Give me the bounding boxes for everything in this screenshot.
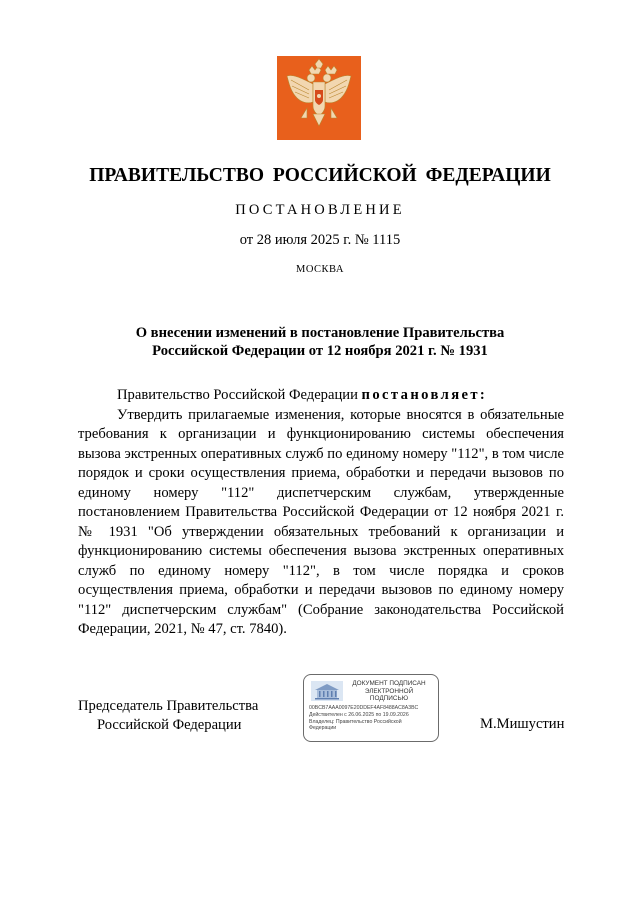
stamp-serial: 00BCB7AAA0097E20DDEF4AF8488AC8A3BC bbox=[309, 705, 419, 711]
stamp-owner-line-2: Федерации bbox=[309, 725, 337, 731]
document-subject bbox=[100, 324, 540, 360]
stamp-heading-line-1: ДОКУМЕНТ ПОДПИСАН bbox=[352, 680, 426, 687]
document-body bbox=[78, 386, 564, 640]
subject-line-2: Российской Федерации от 12 ноября 2021 г. № 1931 bbox=[152, 343, 488, 359]
signer-name: М.Мишустин bbox=[480, 716, 565, 732]
intro-text: Правительство Российской Федерации bbox=[117, 387, 362, 403]
signer-position-line-1: Председатель Правительства bbox=[78, 698, 259, 714]
electronic-signature-stamp bbox=[303, 674, 439, 742]
subject-line-1: О внесении изменений в постановление Правительства bbox=[135, 325, 505, 341]
stamp-heading-line-2: ЭЛЕКТРОННОЙ ПОДПИСЬЮ bbox=[364, 687, 414, 702]
government-title: ПРАВИТЕЛЬСТВО РОССИЙСКОЙ ФЕДЕРАЦИИ bbox=[89, 165, 551, 186]
stamp-heading bbox=[346, 680, 432, 703]
stamp-validity: Действителен с 26.06.2025 по 19.09.2026 bbox=[309, 712, 409, 718]
document-type: ПОСТАНОВЛЕНИЕ bbox=[235, 202, 405, 218]
signer-position-line-2: Российской Федерации bbox=[97, 717, 242, 733]
main-paragraph: Утвердить прилагаемые изменения, которые вносятся в обязательные требования к организации и функционированию системы обеспечения вызова экстренных оперативных служб по единому номеру "112", в том числе порядок и сроки осуществления приема, обработки и передачи вызовов по единому номеру "112" диспетчерским службам, утвержденные постановлением Правительства Российской Федерации от 12 ноября 2021 г. № 1931 "Об утверждении обязательных требований к организации и функционированию системы обеспечения вызова экстренных оперативных служб по единому номеру "112", в том числе порядка и сроков осуществления приема, обработки и передачи вызовов по единому номеру "112" диспетчерским службам" (Собрание законодательства Российской Федерации, 2021, № 47, ст. 7840). bbox=[78, 406, 564, 637]
stamp-owner-line-1: Владелец: Правительство Российской bbox=[309, 719, 402, 725]
signer-position bbox=[78, 697, 258, 735]
intro-paragraph bbox=[78, 386, 564, 406]
coat-of-arms-graphic bbox=[277, 56, 361, 140]
coat-of-arms-icon bbox=[277, 56, 361, 140]
resolves-word: постановляет: bbox=[361, 387, 488, 403]
document-date-number: от 28 июля 2025 г. № 1115 bbox=[239, 232, 401, 248]
government-building-icon bbox=[311, 681, 343, 701]
document-city: МОСКВА bbox=[296, 264, 344, 275]
